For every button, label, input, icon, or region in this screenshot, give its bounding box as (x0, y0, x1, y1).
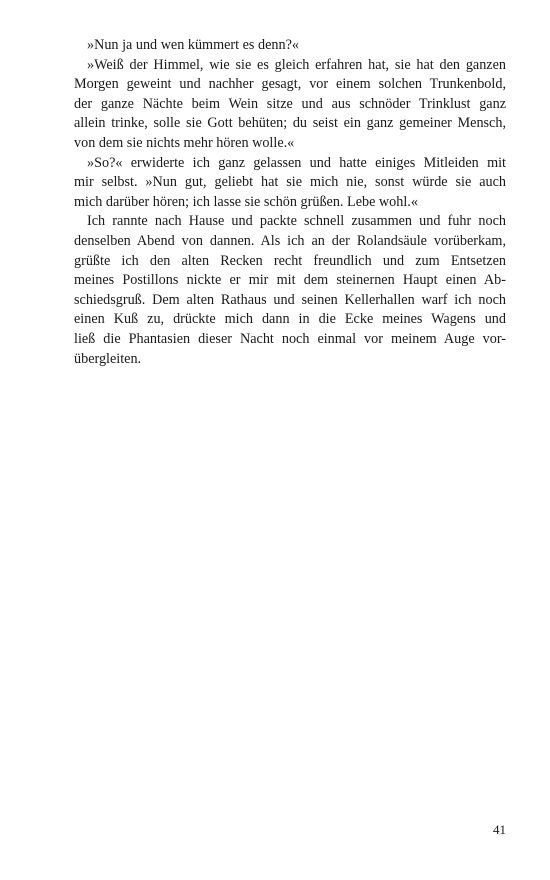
text-line: mich darüber hören; ich lasse sie schön grüßen. Lebe wohl.« (74, 193, 418, 210)
text-line: übergleiten. (74, 350, 142, 367)
text-line: »Weiß der Himmel, wie sie es gleich erfahren hat, sie hat den ganzen (87, 56, 506, 73)
text-line: Morgen geweint und nachher gesagt, vor einem solchen Trunkenbold, (74, 76, 506, 93)
text-line: allein trinke, solle sie Gott behüten; du seist ein ganz gemeiner Mensch, (74, 115, 506, 132)
text-line: denselben Abend von dannen. Als ich an der Rolandsäule vorüberkam, (74, 232, 506, 249)
text-line: einen Kuß zu, drückte mich dann in die Ecke meines Wagens und (74, 311, 506, 328)
text-line: der ganze Nächte beim Wein sitze und aus schnöder Trinklust ganz (74, 95, 506, 112)
text-line: grüßte ich den alten Recken recht freundlich und zum Entsetzen (74, 252, 506, 269)
text-line: ließ die Phantasien dieser Nacht noch einmal vor meinem Auge vor- (74, 330, 506, 347)
text-line: von dem sie nichts mehr hören wolle.« (74, 134, 295, 151)
page-body (74, 36, 506, 369)
text-line: meines Postillons nickte er mir mit dem steinernen Haupt einen Ab- (74, 272, 506, 289)
text-line: mir selbst. »Nun gut, geliebt hat sie mich nie, sonst würde sie auch (74, 174, 506, 191)
text-line: schiedsgruß. Dem alten Rathaus und seinen Kellerhallen warf ich noch (74, 291, 506, 308)
text-line: »So?« erwiderte ich ganz gelassen und hatte einiges Mitleiden mit (87, 154, 506, 171)
page-number: 41 (493, 822, 506, 837)
text-line: Ich rannte nach Hause und packte schnell zusammen und fuhr noch (87, 213, 506, 230)
text-line: »Nun ja und wen kümmert es denn?« (87, 37, 299, 53)
